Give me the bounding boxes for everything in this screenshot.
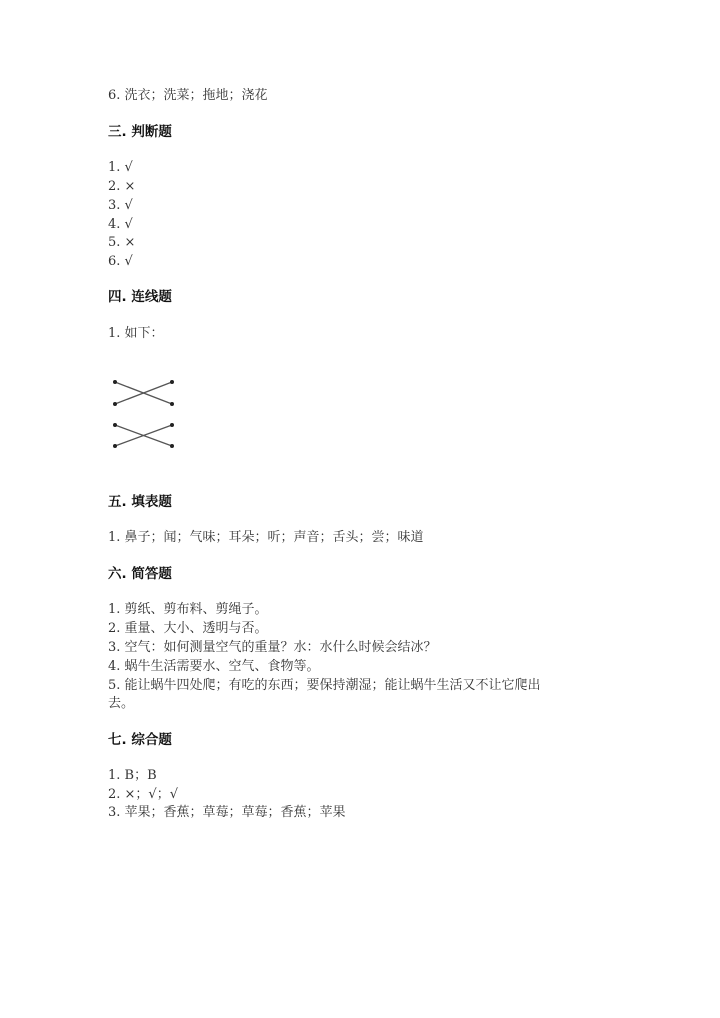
list-item: 1. 鼻子；闻；气味；耳朵；听；声音；舌头；尝；味道 bbox=[108, 530, 424, 545]
list-item: 6. √ bbox=[108, 254, 133, 269]
matching-lines-diagram bbox=[108, 372, 188, 462]
list-item: 3. 苹果；香蕉；草莓；草莓；香蕉；苹果 bbox=[108, 805, 346, 820]
match-dot bbox=[170, 423, 174, 427]
section-heading-fill: 五. 填表题 bbox=[108, 494, 172, 510]
section-heading-short: 六. 简答题 bbox=[108, 566, 172, 582]
list-item: 4. √ bbox=[108, 217, 133, 232]
match-dot bbox=[170, 402, 174, 406]
list-item: 3. √ bbox=[108, 198, 133, 213]
answer-line: 6. 洗衣；洗菜；拖地；浇花 bbox=[108, 88, 268, 103]
list-item: 2. × bbox=[108, 179, 136, 194]
list-item: 1. 剪纸、剪布料、剪绳子。 bbox=[108, 602, 268, 617]
list-item: 2. ×；√；√ bbox=[108, 787, 178, 802]
list-item: 5. × bbox=[108, 235, 136, 250]
list-item: 1. √ bbox=[108, 160, 133, 175]
list-item: 1. B；B bbox=[108, 768, 157, 783]
section-heading-comp: 七. 综合题 bbox=[108, 732, 172, 748]
match-dot bbox=[113, 423, 117, 427]
section-heading-judge: 三. 判断题 bbox=[108, 124, 172, 140]
match-dot bbox=[113, 444, 117, 448]
list-item: 去。 bbox=[108, 696, 135, 711]
list-item: 4. 蜗牛生活需要水、空气、食物等。 bbox=[108, 659, 320, 674]
match-dot bbox=[113, 380, 117, 384]
list-item: 5. 能让蜗牛四处爬；有吃的东西；要保持潮湿；能让蜗牛生活又不让它爬出 bbox=[108, 678, 541, 693]
list-item: 2. 重量、大小、透明与否。 bbox=[108, 621, 268, 636]
list-item: 3. 空气：如何测量空气的重量？水：水什么时候会结冰？ bbox=[108, 640, 437, 655]
list-item: 1. 如下： bbox=[108, 326, 164, 341]
match-dot bbox=[113, 402, 117, 406]
match-dot bbox=[170, 444, 174, 448]
section-heading-match: 四. 连线题 bbox=[108, 289, 172, 305]
match-dot bbox=[170, 380, 174, 384]
